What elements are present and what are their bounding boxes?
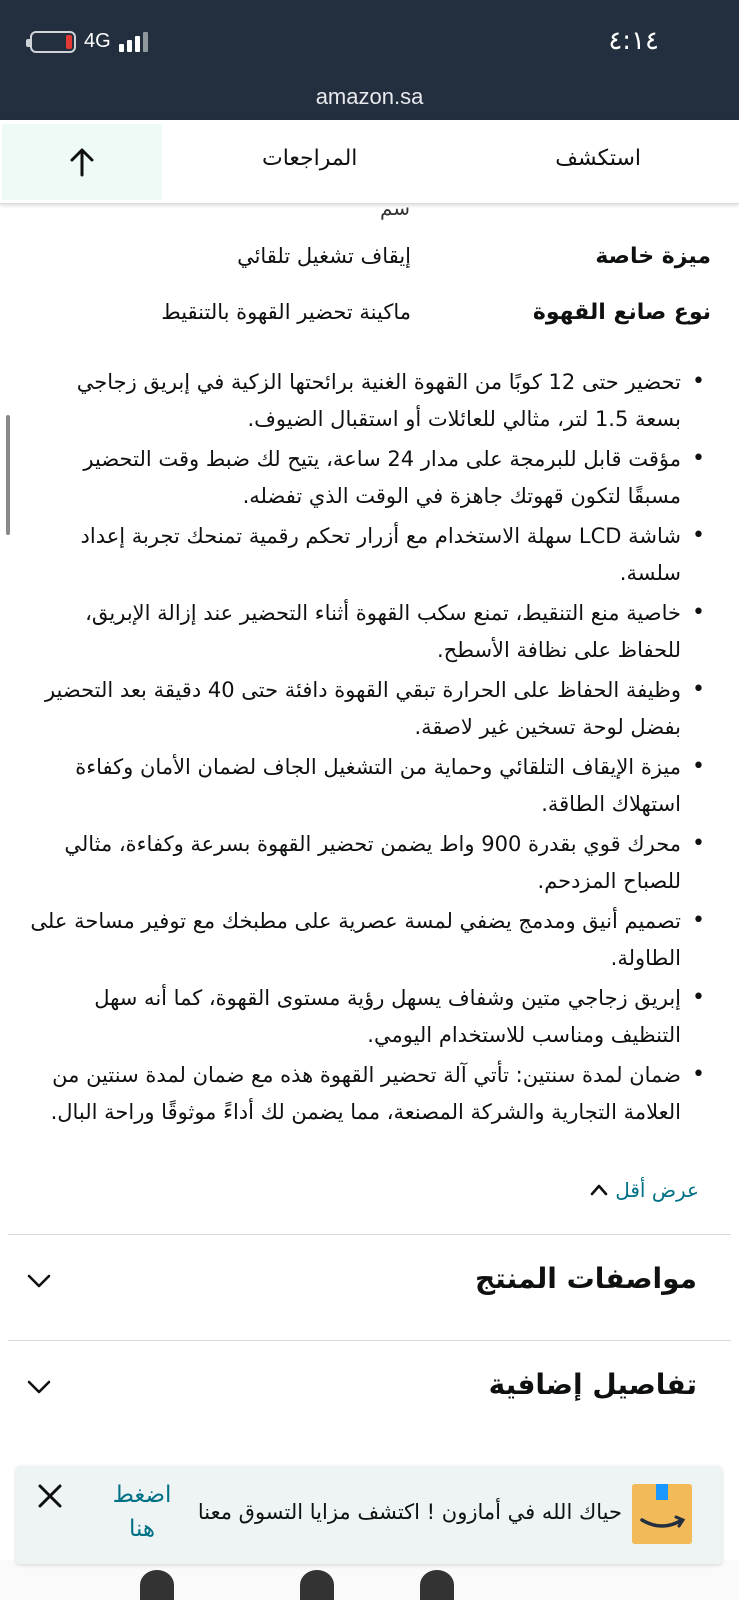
show-less-link[interactable]: [589, 1178, 699, 1202]
cta-line-1: اضغط: [112, 1482, 172, 1508]
tab-explore[interactable]: استكشف: [555, 146, 641, 171]
feature-bullet: • شاشة LCD سهلة الاستخدام مع أزرار تحكم رقمية تمنحك تجربة إعداد سلسة.: [25, 518, 709, 591]
feature-bullet: • تحضير حتى 12 كوبًا من القهوة الغنية برائحتها الزكية في إبريق زجاجي بسعة 1.5 لتر، مثالي للعائلات أو استقبال الضيوف.: [25, 364, 709, 437]
feature-bullet: • ميزة الإيقاف التلقائي وحماية من التشغيل الجاف لضمان الأمان وكفاءة استهلاك الطاقة.: [25, 749, 709, 822]
show-less-label: عرض أقل: [615, 1178, 699, 1202]
feature-bullet: • إبريق زجاجي متين وشفاف يسهل رؤية مستوى القهوة، كما أنه سهل التنظيف ومناسب للاستخدام اليومي.: [25, 980, 709, 1053]
feature-bullet: • محرك قوي بقدرة 900 واط يضمن تحضير القهوة بسرعة وكفاءة، مثالي للصباح المزدحم.: [25, 826, 709, 899]
spec-row-special-feature: [28, 244, 711, 284]
clock: ٤:١٤: [608, 26, 659, 56]
feature-bullet: • ضمان لمدة سنتين: تأتي آلة تحضير القهوة هذه مع ضمان لمدة سنتين من العلامة التجارية والشركة المصنعة، مما يضمن لك أداءً موثوقًا وراحة البال.: [25, 1057, 709, 1130]
product-details-content: [0, 204, 739, 1464]
divider: [8, 1234, 731, 1235]
chevron-down-icon: [26, 1268, 52, 1294]
spec-key: ميزة خاصة: [595, 244, 711, 269]
feature-bullet: • وظيفة الحفاظ على الحرارة تبقي القهوة دافئة حتى 40 دقيقة بعد التحضير بفضل لوحة تسخين غير لاصقة.: [25, 672, 709, 745]
spec-value: ماكينة تحضير القهوة بالتنقيط: [161, 300, 411, 324]
tab-reviews[interactable]: المراجعات: [262, 146, 358, 171]
arrow-up-icon: [68, 147, 96, 177]
welcome-banner: [16, 1466, 722, 1564]
feature-bullet: • خاصية منع التنقيط، تمنع سكب القهوة أثناء التحضير عند إزالة الإبريق، للحفاظ على نظافة الأسطح.: [25, 595, 709, 668]
scroll-to-top-button[interactable]: [2, 124, 162, 200]
amazon-box-icon: [632, 1484, 692, 1544]
cta-line-2: هنا: [128, 1516, 156, 1542]
banner-message: حياك الله في أمازون ! اكتشف مزايا التسوق معنا: [197, 1500, 622, 1524]
chevron-down-icon: [26, 1374, 52, 1400]
close-icon[interactable]: [36, 1482, 64, 1510]
section-title: مواصفات المنتج: [474, 1262, 697, 1295]
feature-bullet: • تصميم أنيق ومدمج يضفي لمسة عصرية على مطبخك مع توفير مساحة على الطاولة.: [25, 903, 709, 976]
battery-icon: [30, 31, 76, 53]
status-indicators: [30, 30, 148, 53]
section-tab-bar: [0, 120, 739, 204]
page-underlay: [0, 1560, 739, 1600]
url-bar[interactable]: amazon.sa: [315, 84, 424, 109]
spec-key: نوع صانع القهوة: [532, 300, 711, 325]
background-image: [140, 1570, 174, 1600]
chevron-up-icon: [589, 1180, 609, 1200]
spec-value: إيقاف تشغيل تلقائي: [237, 244, 411, 268]
signal-icon: [119, 32, 148, 52]
additional-details-section[interactable]: [0, 1344, 739, 1434]
feature-bullet: • مؤقت قابل للبرمجة على مدار 24 ساعة، يتيح لك ضبط وقت التحضير مسبقًا لتكون قهوتك جاهزة في الوقت الذي تفضله.: [25, 441, 709, 514]
section-title: تفاصيل إضافية: [488, 1368, 697, 1401]
background-image: [300, 1570, 334, 1600]
status-bar: [0, 0, 739, 120]
background-image: [420, 1570, 454, 1600]
cut-off-text: سم: [380, 204, 411, 220]
network-type: 4G: [84, 30, 111, 52]
product-specs-section[interactable]: [0, 1238, 739, 1328]
feature-bullet-list: [25, 364, 709, 1134]
scrollbar[interactable]: [6, 415, 10, 535]
divider: [8, 1340, 731, 1341]
banner-cta-link[interactable]: [102, 1478, 182, 1546]
spec-row-coffee-maker-type: [28, 300, 711, 340]
